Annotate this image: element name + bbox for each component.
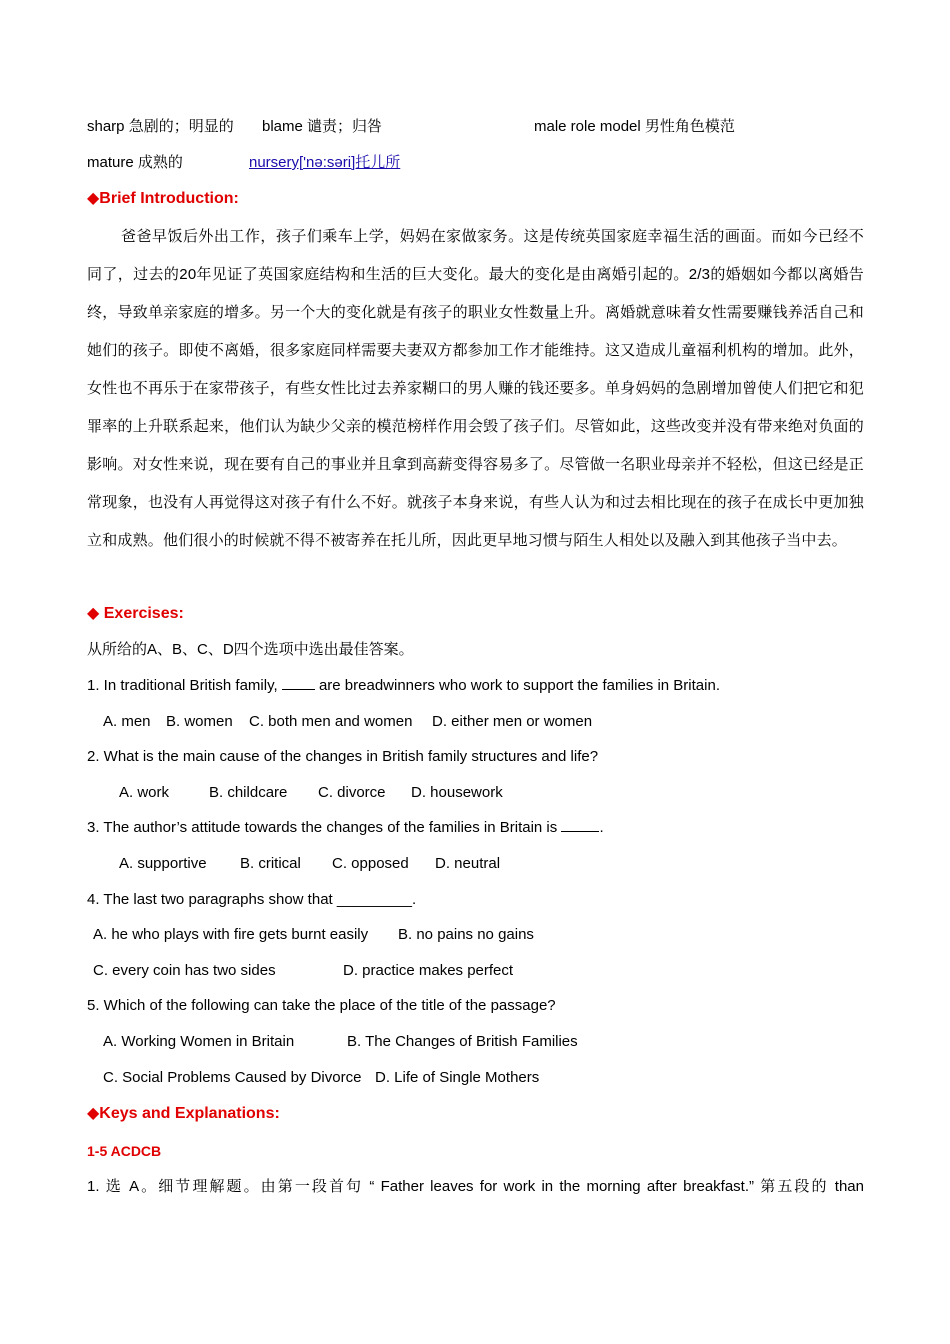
option-c: C. both men and women [249, 713, 413, 730]
question-5-options-row-1 [87, 1031, 864, 1053]
question-3 [87, 817, 604, 839]
question-3-post: . [599, 819, 604, 836]
question-1 [87, 675, 720, 697]
answer-blank [561, 819, 599, 832]
option-a: A. men [103, 713, 151, 730]
option-a: A. he who plays with fire gets burnt easily [93, 926, 369, 943]
option-d: D. housework [411, 784, 503, 801]
vocab-male-role-model: male role model 男性角色模范 [534, 118, 735, 135]
question-5-options-row-2 [87, 1067, 864, 1089]
question-1-post: are breadwinners who work to support the families in Britain. [314, 677, 720, 694]
question-4-options-row-2 [87, 960, 864, 982]
vocab-blame: blame 谴责；归咎 [262, 118, 383, 135]
vocab-nursery-link[interactable]: nursery['nə:səri]托儿所 [249, 154, 401, 171]
vocab-row-1 [87, 116, 864, 138]
question-4-options-row-1 [87, 924, 864, 946]
option-b: B. critical [240, 855, 301, 872]
option-d: D. practice makes perfect [343, 962, 514, 979]
brief-intro-paragraph: 爸爸早饭后外出工作，孩子们乘车上学，妈妈在家做家务。这是传统英国家庭幸福生活的画面。而如今已经不同了，过去的20年见证了英国家庭结构和生活的巨大变化。最大的变化是由离婚引起的。2/3的婚姻如今都以离婚告终，导致单亲家庭的增多。另一个大的变化就是有孩子的职业女性数量上升。离婚就意味着女性需要赚钱养活自己和她们的孩子。即使不离婚，很多家庭同样需要夫妻双方都参加工作才能维持。这又造成儿童福利机构的增加。此外，女性也不再乐于在家带孩子，有些女性比过去养家糊口的男人赚的钱还要多。单身妈妈的急剧增加曾使人们把它和犯罪率的上升联系起来，他们认为缺少父亲的模范榜样作用会毁了孩子们。尽管如此，这些改变并没有带来绝对负面的影响。对女性来说，现在要有自己的事业并且拿到高薪变得容易多了。尽管做一名职业母亲并不轻松，但这已经是正常现象，也没有人再觉得这对孩子有什么不好。就孩子本身来说，有些人认为和过去相比现在的孩子在成长中更加独立和成熟。他们很小的时候就不得不被寄养在托儿所，因此更早地习惯与陌生人相处以及融入到其他孩子当中去。 [87, 228, 864, 549]
option-d: D. Life of Single Mothers [375, 1069, 540, 1086]
option-b: B. no pains no gains [398, 926, 534, 943]
option-a: A. work [119, 784, 170, 801]
question-2: 2. What is the main cause of the changes in British family structures and life? [87, 748, 599, 765]
question-1-pre: 1. In traditional British family, [87, 677, 282, 694]
answer-key: 1-5 ACDCB [87, 1143, 162, 1159]
option-a: A. supportive [119, 855, 207, 872]
vocab-mature: mature 成熟的 [87, 154, 183, 171]
option-d: D. either men or women [432, 713, 593, 730]
option-a: A. Working Women in Britain [103, 1033, 295, 1050]
exercises-heading: ◆ Exercises: [87, 605, 184, 622]
question-3-options [87, 853, 864, 875]
question-2-options [87, 782, 864, 804]
keys-heading: ◆Keys and Explanations: [87, 1105, 280, 1122]
brief-intro-heading: ◆Brief Introduction: [87, 190, 239, 207]
option-c: C. Social Problems Caused by Divorce [103, 1069, 362, 1086]
vocab-row-2 [87, 152, 864, 174]
question-1-options [87, 711, 864, 733]
option-d: D. neutral [435, 855, 501, 872]
option-b: B. childcare [209, 784, 288, 801]
option-b: B. women [166, 713, 233, 730]
explanation-1: 1. 选 A。细节理解题。由第一段首句 “ Father leaves for work in the morning after breakfast.” 第五段的 than [87, 1178, 864, 1195]
exercises-instruction: 从所给的A、B、C、D四个选项中选出最佳答案。 [87, 641, 414, 658]
question-4: 4. The last two paragraphs show that _________. [87, 891, 417, 908]
option-c: C. every coin has two sides [93, 962, 276, 979]
option-c: C. divorce [318, 784, 386, 801]
option-c: C. opposed [332, 855, 409, 872]
option-b: B. The Changes of British Families [347, 1033, 578, 1050]
vocab-sharp: sharp 急剧的；明显的 [87, 118, 234, 135]
question-3-pre: 3. The author’s attitude towards the changes of the families in Britain is [87, 819, 562, 836]
answer-blank [282, 677, 315, 690]
question-5: 5. Which of the following can take the place of the title of the passage? [87, 997, 556, 1014]
